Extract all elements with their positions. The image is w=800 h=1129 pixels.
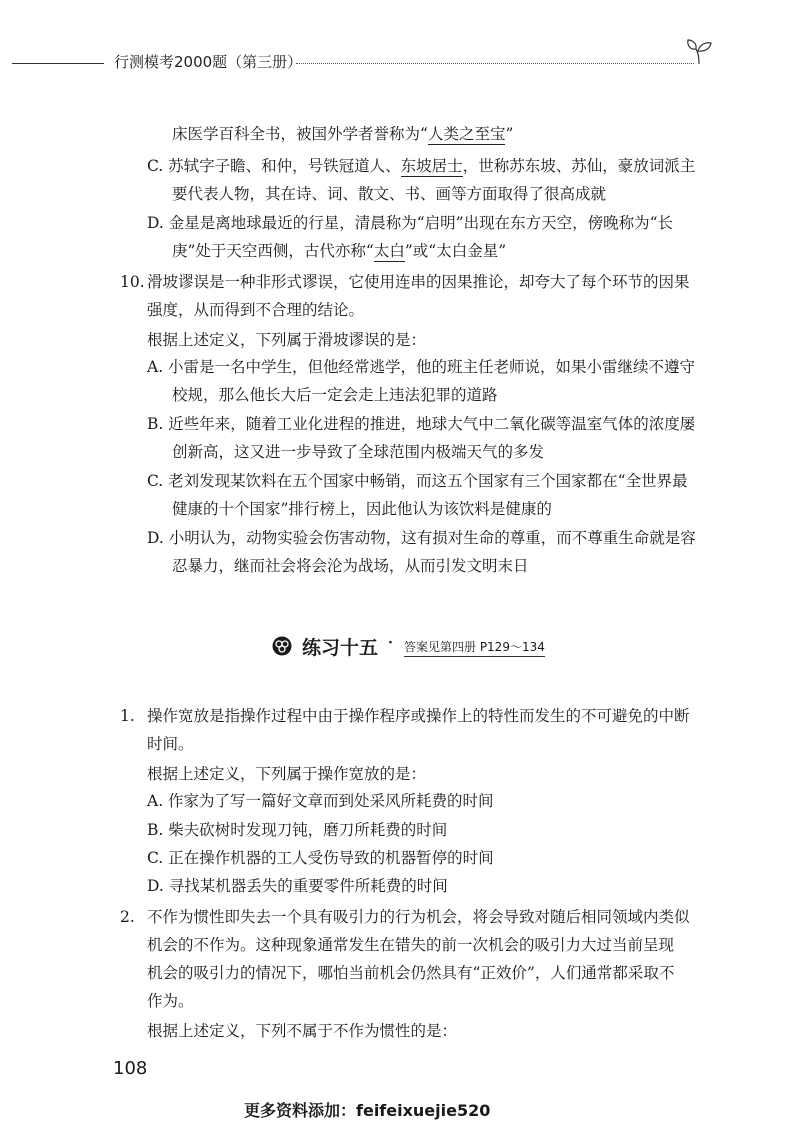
question-prompt: 根据上述定义，下列不属于不作为惯性的是：	[147, 1022, 458, 1040]
page-header	[0, 0, 800, 90]
header-rule-left	[12, 63, 104, 64]
option-line: 校规，那么他长大后一定会走上违法犯罪的道路	[172, 386, 498, 404]
option-line: A. 作家为了写一篇好文章而到处采风所耗费的时间	[147, 792, 494, 810]
book-title: 行测模考2000题（第三册）	[114, 53, 303, 71]
question-number: 1.	[120, 707, 135, 725]
question-stem-line: 不作为惯性即失去一个具有吸引力的行为机会，将会导致对随后相同领域内类似	[147, 908, 690, 926]
option-line: D. 小明认为，动物实验会伤害动物，这有损对生命的尊重，而不尊重生命就是容	[147, 529, 696, 547]
option-c-line1: C. 苏轼字子瞻、和仲，号铁冠道人、东坡居士，世称苏东坡、苏仙，豪放词派主	[147, 157, 696, 175]
option-line: B. 近些年来，随着工业化进程的推进，地球大气中二氧化碳等温室气体的浓度屡	[147, 415, 696, 433]
option-line: 忍暴力，继而社会将会沦为战场，从而引发文明末日	[172, 557, 529, 575]
leaf-sprout-icon	[684, 36, 714, 66]
section-title: 练习十五	[302, 637, 379, 659]
question-stem-line: 强度，从而得到不合理的结论。	[147, 301, 365, 319]
option-line: C. 正在操作机器的工人受伤导致的机器暂停的时间	[147, 849, 494, 867]
option-line: A. 小雷是一名中学生，但他经常逃学，他的班主任老师说，如果小雷继续不遵守	[147, 358, 696, 376]
question-prompt: 根据上述定义，下列属于操作宽放的是：	[147, 765, 427, 783]
question-stem-line: 机会的不作为。这种现象通常发生在错失的前一次机会的吸引力大过当前呈现	[147, 936, 675, 954]
question-stem-line: 滑坡谬误是一种非形式谬误，它使用连串的因果推论，却夸大了每个环节的因果	[147, 273, 690, 291]
option-line: D. 寻找某机器丢失的重要零件所耗费的时间	[147, 877, 448, 895]
option-d-line1: D. 金星是离地球最近的行星，清晨称为“启明”出现在东方天空，傍晚称为“长	[147, 214, 674, 232]
question-stem-line: 操作宽放是指操作过程中由于操作程序或操作上的特性而发生的不可避免的中断	[147, 707, 690, 725]
option-line: 创新高，这又进一步导致了全球范围内极端天气的多发	[172, 443, 545, 461]
option-line: B. 柴夫砍树时发现刀钝，磨刀所耗费的时间	[147, 821, 448, 839]
question-stem-line: 时间。	[147, 735, 194, 753]
question-number: 10.	[120, 273, 145, 291]
continued-text-line: 床医学百科全书，被国外学者誉称为“人类之至宝”	[172, 125, 514, 143]
header-rule-right	[296, 63, 694, 64]
option-d-line2: 庚”处于天空西侧，古代亦称“太白”或“太白金星”	[172, 242, 507, 260]
section-separator: ·	[388, 635, 393, 651]
question-stem-line: 作为。	[147, 992, 194, 1010]
question-number: 2.	[120, 908, 135, 926]
option-line: C. 老刘发现某饮料在五个国家中畅销，而这五个国家有三个国家都在“全世界最	[147, 472, 688, 490]
option-c-line2: 要代表人物，其在诗、词、散文、书、画等方面取得了很高成就	[172, 185, 607, 203]
question-prompt: 根据上述定义，下列属于滑坡谬误的是：	[147, 331, 427, 349]
question-stem-line: 机会的吸引力的情况下，哪怕当前机会仍然具有“正效价”，人们通常都采取不	[147, 964, 675, 982]
option-line: 健康的十个国家”排行榜上，因此他认为该饮料是健康的	[172, 500, 552, 518]
flower-bullet-icon	[272, 636, 292, 656]
answer-reference: 答案见第四册 P129～134	[404, 638, 545, 657]
page-number: 108	[113, 1058, 148, 1079]
footer-note: 更多资料添加：feifeixuejie520	[244, 1101, 491, 1120]
